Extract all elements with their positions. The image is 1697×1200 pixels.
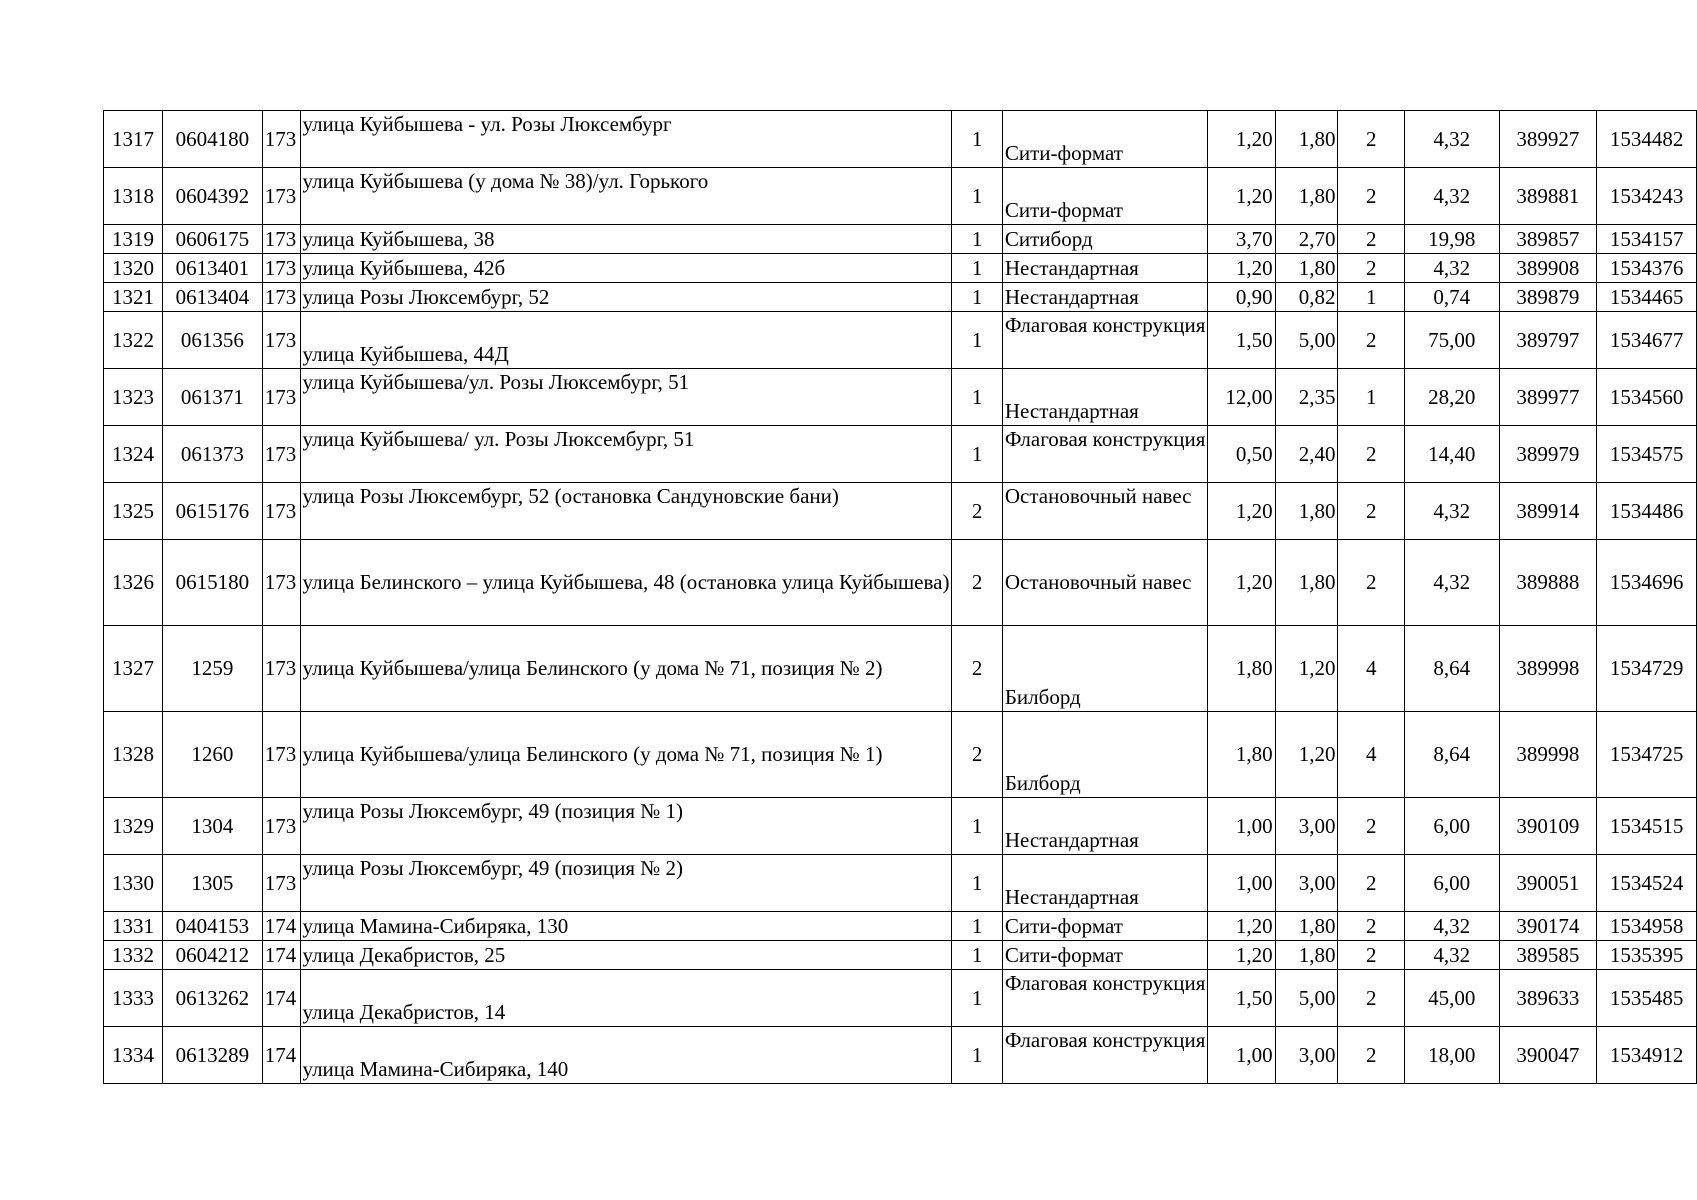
coordinate-y-cell: 1534958 xyxy=(1597,912,1697,941)
quantity-cell: 1 xyxy=(952,168,1002,225)
structure-code-cell: 1259 xyxy=(163,626,263,712)
sides-count-cell: 2 xyxy=(1338,483,1404,540)
coordinate-y-cell: 1534465 xyxy=(1597,283,1697,312)
table-row xyxy=(104,1027,1697,1084)
coordinate-y-cell: 1534696 xyxy=(1597,540,1697,626)
width-value-cell: 1,20 xyxy=(1208,168,1275,225)
quantity-cell: 1 xyxy=(952,941,1002,970)
district-code-cell: 173 xyxy=(262,426,300,483)
coordinate-x-cell: 389927 xyxy=(1499,111,1597,168)
area-value-cell: 28,20 xyxy=(1404,369,1499,426)
district-code-cell: 173 xyxy=(262,283,300,312)
coordinate-y-cell: 1534243 xyxy=(1597,168,1697,225)
area-value-cell: 4,32 xyxy=(1404,254,1499,283)
area-value-cell: 4,32 xyxy=(1404,483,1499,540)
width-value-cell: 1,00 xyxy=(1208,855,1275,912)
structure-code-cell: 1305 xyxy=(163,855,263,912)
structure-code-cell: 1304 xyxy=(163,798,263,855)
district-code-cell: 174 xyxy=(262,941,300,970)
district-code-cell: 174 xyxy=(262,970,300,1027)
row-number-cell: 1331 xyxy=(104,912,163,941)
area-value-cell: 0,74 xyxy=(1404,283,1499,312)
district-code-cell: 173 xyxy=(262,254,300,283)
coordinate-y-cell: 1534725 xyxy=(1597,712,1697,798)
row-number-cell: 1334 xyxy=(104,1027,163,1084)
district-code-cell: 173 xyxy=(262,855,300,912)
height-value-cell: 1,20 xyxy=(1275,626,1338,712)
structure-code-cell: 0604180 xyxy=(163,111,263,168)
area-value-cell: 6,00 xyxy=(1404,855,1499,912)
table-row xyxy=(104,168,1697,225)
width-value-cell: 1,80 xyxy=(1208,626,1275,712)
structure-type-cell: Нестандартная xyxy=(1002,254,1208,283)
coordinate-x-cell: 389908 xyxy=(1499,254,1597,283)
district-code-cell: 173 xyxy=(262,483,300,540)
width-value-cell: 3,70 xyxy=(1208,225,1275,254)
row-number-cell: 1323 xyxy=(104,369,163,426)
coordinate-y-cell: 1534482 xyxy=(1597,111,1697,168)
area-value-cell: 8,64 xyxy=(1404,712,1499,798)
sides-count-cell: 2 xyxy=(1338,254,1404,283)
coordinate-y-cell: 1534912 xyxy=(1597,1027,1697,1084)
width-value-cell: 1,80 xyxy=(1208,712,1275,798)
address-cell: улица Розы Люксембург, 52 (остановка Сандуновские бани) xyxy=(300,483,952,540)
height-value-cell: 3,00 xyxy=(1275,855,1338,912)
area-value-cell: 4,32 xyxy=(1404,111,1499,168)
coordinate-y-cell: 1534575 xyxy=(1597,426,1697,483)
table-row xyxy=(104,254,1697,283)
height-value-cell: 1,80 xyxy=(1275,168,1338,225)
structure-code-cell: 0404153 xyxy=(163,912,263,941)
structure-code-cell: 0606175 xyxy=(163,225,263,254)
row-number-cell: 1327 xyxy=(104,626,163,712)
quantity-cell: 1 xyxy=(952,254,1002,283)
coordinate-x-cell: 389857 xyxy=(1499,225,1597,254)
height-value-cell: 1,80 xyxy=(1275,483,1338,540)
area-value-cell: 45,00 xyxy=(1404,970,1499,1027)
quantity-cell: 1 xyxy=(952,1027,1002,1084)
sides-count-cell: 2 xyxy=(1338,970,1404,1027)
coordinate-y-cell: 1534515 xyxy=(1597,798,1697,855)
structure-code-cell: 061373 xyxy=(163,426,263,483)
table-row xyxy=(104,970,1697,1027)
width-value-cell: 1,20 xyxy=(1208,912,1275,941)
row-number-cell: 1320 xyxy=(104,254,163,283)
address-cell: улица Декабристов, 25 xyxy=(300,941,952,970)
structure-code-cell: 061371 xyxy=(163,369,263,426)
area-value-cell: 4,32 xyxy=(1404,540,1499,626)
structure-code-cell: 0615176 xyxy=(163,483,263,540)
row-number-cell: 1322 xyxy=(104,312,163,369)
coordinate-x-cell: 389998 xyxy=(1499,712,1597,798)
sides-count-cell: 4 xyxy=(1338,712,1404,798)
quantity-cell: 1 xyxy=(952,912,1002,941)
district-code-cell: 173 xyxy=(262,168,300,225)
width-value-cell: 1,20 xyxy=(1208,254,1275,283)
structure-code-cell: 0613262 xyxy=(163,970,263,1027)
address-cell: улица Куйбышева, 38 xyxy=(300,225,952,254)
coordinate-y-cell: 1535485 xyxy=(1597,970,1697,1027)
sides-count-cell: 2 xyxy=(1338,540,1404,626)
coordinate-x-cell: 390174 xyxy=(1499,912,1597,941)
coordinate-y-cell: 1535395 xyxy=(1597,941,1697,970)
coordinate-y-cell: 1534486 xyxy=(1597,483,1697,540)
coordinate-y-cell: 1534376 xyxy=(1597,254,1697,283)
coordinate-x-cell: 389977 xyxy=(1499,369,1597,426)
sides-count-cell: 2 xyxy=(1338,225,1404,254)
structure-type-cell: Сити-формат xyxy=(1002,168,1208,225)
advertising-structures-table xyxy=(103,110,1697,1084)
height-value-cell: 1,80 xyxy=(1275,540,1338,626)
area-value-cell: 4,32 xyxy=(1404,941,1499,970)
row-number-cell: 1324 xyxy=(104,426,163,483)
table-row xyxy=(104,312,1697,369)
sides-count-cell: 2 xyxy=(1338,941,1404,970)
row-number-cell: 1321 xyxy=(104,283,163,312)
quantity-cell: 2 xyxy=(952,712,1002,798)
area-value-cell: 75,00 xyxy=(1404,312,1499,369)
row-number-cell: 1317 xyxy=(104,111,163,168)
district-code-cell: 173 xyxy=(262,111,300,168)
coordinate-y-cell: 1534524 xyxy=(1597,855,1697,912)
height-value-cell: 1,20 xyxy=(1275,712,1338,798)
structure-type-cell: Ситиборд xyxy=(1002,225,1208,254)
sides-count-cell: 2 xyxy=(1338,312,1404,369)
structure-type-cell: Флаговая конструкция xyxy=(1002,312,1208,369)
table-row xyxy=(104,941,1697,970)
structure-type-cell: Нестандартная xyxy=(1002,798,1208,855)
width-value-cell: 1,50 xyxy=(1208,312,1275,369)
district-code-cell: 173 xyxy=(262,712,300,798)
table-row xyxy=(104,111,1697,168)
table-body xyxy=(104,111,1697,1084)
table-row xyxy=(104,855,1697,912)
coordinate-x-cell: 389879 xyxy=(1499,283,1597,312)
table-row xyxy=(104,798,1697,855)
address-cell: улица Куйбышева, 42б xyxy=(300,254,952,283)
structure-type-cell: Билборд xyxy=(1002,712,1208,798)
row-number-cell: 1329 xyxy=(104,798,163,855)
height-value-cell: 2,40 xyxy=(1275,426,1338,483)
sides-count-cell: 2 xyxy=(1338,912,1404,941)
coordinate-x-cell: 389881 xyxy=(1499,168,1597,225)
structure-code-cell: 0604212 xyxy=(163,941,263,970)
address-cell: улица Куйбышева/ул. Розы Люксембург, 51 xyxy=(300,369,952,426)
area-value-cell: 6,00 xyxy=(1404,798,1499,855)
coordinate-x-cell: 390109 xyxy=(1499,798,1597,855)
coordinate-x-cell: 389998 xyxy=(1499,626,1597,712)
address-cell: улица Розы Люксембург, 49 (позиция № 1) xyxy=(300,798,952,855)
height-value-cell: 1,80 xyxy=(1275,912,1338,941)
height-value-cell: 5,00 xyxy=(1275,312,1338,369)
coordinate-x-cell: 389888 xyxy=(1499,540,1597,626)
structure-type-cell: Нестандартная xyxy=(1002,369,1208,426)
height-value-cell: 2,70 xyxy=(1275,225,1338,254)
coordinate-y-cell: 1534729 xyxy=(1597,626,1697,712)
structure-code-cell: 0613289 xyxy=(163,1027,263,1084)
height-value-cell: 2,35 xyxy=(1275,369,1338,426)
structure-type-cell: Сити-формат xyxy=(1002,111,1208,168)
quantity-cell: 1 xyxy=(952,426,1002,483)
address-cell: улица Куйбышева/ ул. Розы Люксембург, 51 xyxy=(300,426,952,483)
sides-count-cell: 1 xyxy=(1338,369,1404,426)
row-number-cell: 1318 xyxy=(104,168,163,225)
quantity-cell: 1 xyxy=(952,312,1002,369)
width-value-cell: 1,20 xyxy=(1208,941,1275,970)
height-value-cell: 1,80 xyxy=(1275,941,1338,970)
sides-count-cell: 2 xyxy=(1338,798,1404,855)
table-row xyxy=(104,712,1697,798)
address-cell: улица Куйбышева/улица Белинского (у дома № 71, позиция № 2) xyxy=(300,626,952,712)
height-value-cell: 3,00 xyxy=(1275,798,1338,855)
structure-code-cell: 0613401 xyxy=(163,254,263,283)
width-value-cell: 1,50 xyxy=(1208,970,1275,1027)
structure-type-cell: Нестандартная xyxy=(1002,283,1208,312)
sides-count-cell: 2 xyxy=(1338,855,1404,912)
address-cell: улица Белинского – улица Куйбышева, 48 (остановка улица Куйбышева) xyxy=(300,540,952,626)
district-code-cell: 174 xyxy=(262,912,300,941)
width-value-cell: 1,20 xyxy=(1208,111,1275,168)
table-row xyxy=(104,369,1697,426)
height-value-cell: 5,00 xyxy=(1275,970,1338,1027)
address-cell: улица Мамина-Сибиряка, 140 xyxy=(300,1027,952,1084)
coordinate-y-cell: 1534560 xyxy=(1597,369,1697,426)
row-number-cell: 1332 xyxy=(104,941,163,970)
height-value-cell: 3,00 xyxy=(1275,1027,1338,1084)
structure-code-cell: 0604392 xyxy=(163,168,263,225)
structure-code-cell: 061356 xyxy=(163,312,263,369)
quantity-cell: 2 xyxy=(952,483,1002,540)
address-cell: улица Розы Люксембург, 49 (позиция № 2) xyxy=(300,855,952,912)
sides-count-cell: 2 xyxy=(1338,111,1404,168)
structure-type-cell: Билборд xyxy=(1002,626,1208,712)
quantity-cell: 1 xyxy=(952,111,1002,168)
quantity-cell: 1 xyxy=(952,283,1002,312)
coordinate-y-cell: 1534157 xyxy=(1597,225,1697,254)
sides-count-cell: 2 xyxy=(1338,1027,1404,1084)
width-value-cell: 12,00 xyxy=(1208,369,1275,426)
row-number-cell: 1330 xyxy=(104,855,163,912)
width-value-cell: 1,20 xyxy=(1208,540,1275,626)
coordinate-x-cell: 389585 xyxy=(1499,941,1597,970)
structure-type-cell: Остановочный навес xyxy=(1002,540,1208,626)
address-cell: улица Куйбышева, 44Д xyxy=(300,312,952,369)
address-cell: улица Розы Люксембург, 52 xyxy=(300,283,952,312)
row-number-cell: 1325 xyxy=(104,483,163,540)
quantity-cell: 2 xyxy=(952,540,1002,626)
table-row xyxy=(104,540,1697,626)
row-number-cell: 1326 xyxy=(104,540,163,626)
district-code-cell: 173 xyxy=(262,369,300,426)
area-value-cell: 4,32 xyxy=(1404,168,1499,225)
row-number-cell: 1328 xyxy=(104,712,163,798)
address-cell: улица Куйбышева (у дома № 38)/ул. Горького xyxy=(300,168,952,225)
row-number-cell: 1319 xyxy=(104,225,163,254)
district-code-cell: 174 xyxy=(262,1027,300,1084)
table-row xyxy=(104,626,1697,712)
area-value-cell: 14,40 xyxy=(1404,426,1499,483)
coordinate-x-cell: 389979 xyxy=(1499,426,1597,483)
district-code-cell: 173 xyxy=(262,540,300,626)
structure-type-cell: Флаговая конструкция xyxy=(1002,426,1208,483)
quantity-cell: 1 xyxy=(952,369,1002,426)
structure-code-cell: 0613404 xyxy=(163,283,263,312)
district-code-cell: 173 xyxy=(262,312,300,369)
coordinate-x-cell: 390051 xyxy=(1499,855,1597,912)
height-value-cell: 0,82 xyxy=(1275,283,1338,312)
structure-type-cell: Сити-формат xyxy=(1002,941,1208,970)
height-value-cell: 1,80 xyxy=(1275,254,1338,283)
district-code-cell: 173 xyxy=(262,798,300,855)
sides-count-cell: 2 xyxy=(1338,168,1404,225)
address-cell: улица Куйбышева/улица Белинского (у дома № 71, позиция № 1) xyxy=(300,712,952,798)
structure-type-cell: Нестандартная xyxy=(1002,855,1208,912)
coordinate-x-cell: 389914 xyxy=(1499,483,1597,540)
quantity-cell: 2 xyxy=(952,626,1002,712)
coordinate-x-cell: 390047 xyxy=(1499,1027,1597,1084)
address-cell: улица Куйбышева - ул. Розы Люксембург xyxy=(300,111,952,168)
width-value-cell: 1,20 xyxy=(1208,483,1275,540)
width-value-cell: 1,00 xyxy=(1208,798,1275,855)
quantity-cell: 1 xyxy=(952,970,1002,1027)
height-value-cell: 1,80 xyxy=(1275,111,1338,168)
structure-code-cell: 0615180 xyxy=(163,540,263,626)
width-value-cell: 1,00 xyxy=(1208,1027,1275,1084)
district-code-cell: 173 xyxy=(262,626,300,712)
area-value-cell: 4,32 xyxy=(1404,912,1499,941)
coordinate-y-cell: 1534677 xyxy=(1597,312,1697,369)
width-value-cell: 0,90 xyxy=(1208,283,1275,312)
sides-count-cell: 1 xyxy=(1338,283,1404,312)
row-number-cell: 1333 xyxy=(104,970,163,1027)
quantity-cell: 1 xyxy=(952,798,1002,855)
sides-count-cell: 2 xyxy=(1338,426,1404,483)
quantity-cell: 1 xyxy=(952,225,1002,254)
table-row xyxy=(104,283,1697,312)
quantity-cell: 1 xyxy=(952,855,1002,912)
table-row xyxy=(104,426,1697,483)
address-cell: улица Мамина-Сибиряка, 130 xyxy=(300,912,952,941)
width-value-cell: 0,50 xyxy=(1208,426,1275,483)
coordinate-x-cell: 389633 xyxy=(1499,970,1597,1027)
table-row xyxy=(104,225,1697,254)
area-value-cell: 18,00 xyxy=(1404,1027,1499,1084)
table-row xyxy=(104,483,1697,540)
table-row xyxy=(104,912,1697,941)
sides-count-cell: 4 xyxy=(1338,626,1404,712)
structure-type-cell: Сити-формат xyxy=(1002,912,1208,941)
area-value-cell: 19,98 xyxy=(1404,225,1499,254)
structure-type-cell: Флаговая конструкция xyxy=(1002,1027,1208,1084)
area-value-cell: 8,64 xyxy=(1404,626,1499,712)
structure-code-cell: 1260 xyxy=(163,712,263,798)
coordinate-x-cell: 389797 xyxy=(1499,312,1597,369)
structure-type-cell: Флаговая конструкция xyxy=(1002,970,1208,1027)
district-code-cell: 173 xyxy=(262,225,300,254)
address-cell: улица Декабристов, 14 xyxy=(300,970,952,1027)
structure-type-cell: Остановочный навес xyxy=(1002,483,1208,540)
